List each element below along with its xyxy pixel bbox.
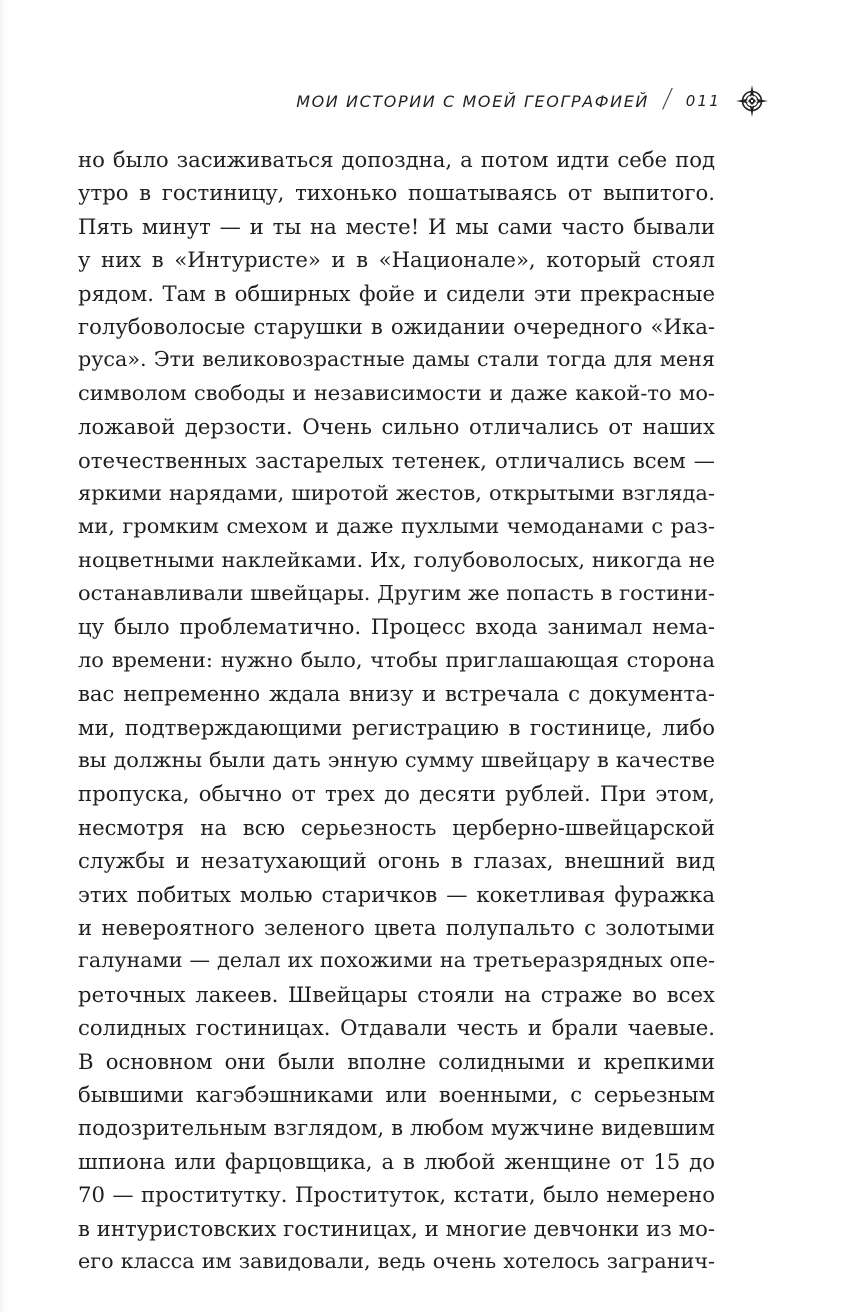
text-line: вы должны были дать энную сумму швейцару в качестве [78,748,715,773]
running-title: МОИ ИСТОРИИ С МОЕЙ ГЕОГРАФИЕЙ [296,91,649,111]
text-line: ми, громким смехом и даже пухлыми чемоданами с раз- [78,514,715,539]
text-line: шпиона или фарцовщика, а в любой женщине от 15 до [78,1148,715,1174]
text-line: ноцветными наклейками. Их, голубоволосых, никогда не [78,547,715,572]
text-line: руса». Эти великовозрастные дамы стали тогда для меня [78,347,715,372]
text-line: в интуристовских гостиницах, и многие девчонки из мо- [78,1215,715,1241]
text-line: ми, подтверждающими регистрацию в гостинице, либо [78,714,715,740]
text-line: рядом. Там в обширных фойе и сидели эти прекрасные [78,280,715,306]
text-line: и невероятного зеленого цвета полупальто с золотыми [78,914,715,940]
text-line: цу было проблематично. Процесс входа занимал нема- [78,614,715,640]
page-edge-shadow [0,0,6,1312]
running-head-separator: / [660,84,674,114]
text-line: службы и незатухающий огонь в глазах, внешний вид [78,848,715,874]
text-line: пропуска, обычно от трех до десяти рублей. При этом, [78,781,715,807]
text-line: голубоволосые старушки в ожидании очередного «Ика- [78,313,715,339]
text-line: бывшими кагэбэшниками или военными, с серьезным [78,1081,715,1107]
text-line: у них в «Интуристе» и в «Национале», который стоял [78,247,715,273]
text-line: Пять минут — и ты на месте! И мы сами часто бывали [78,213,715,239]
text-line: его класса им завидовали, ведь очень хотелось загранич- [78,1248,715,1273]
text-line: яркими нарядами, широтой жестов, открытыми взгляда- [78,480,715,505]
running-head [296,84,769,118]
text-line: галунами — делал их похожими на третьеразрядных опе- [78,948,715,973]
text-line: несмотря на всю серьезность церберно-швейцарской [78,814,715,840]
text-line: но было засиживаться допоздна, а потом идти себе под [78,147,715,172]
text-line: ложавой дерзости. Очень сильно отличались от наших [78,414,715,440]
text-line: подозрительным взглядом, в любом мужчине видевшим [78,1115,715,1141]
text-line: солидных гостиницах. Отдавали честь и брали чаевые. [78,1015,715,1041]
text-line: отечественных застарелых тетенек, отличались всем — [78,447,715,473]
text-line: утро в гостиницу, тихонько пошатываясь от выпитого. [78,180,715,206]
text-line: реточных лакеев. Швейцары стояли на страже во всех [78,981,715,1007]
text-line: вас непременно ждала внизу и встречала с документа- [78,681,715,707]
text-line: В основном они были вполне солидными и крепкими [78,1048,715,1074]
text-line: символом свободы и независимости и даже какой-то мо- [78,380,715,405]
body-text [78,143,715,1278]
page-number: 011 [685,92,721,110]
text-line: этих побитых молью старичков — кокетливая фуражка [78,881,715,907]
text-line: ло времени: нужно было, чтобы приглашающая сторона [78,647,715,672]
text-line: останавливали швейцары. Другим же попасть в гостини- [78,581,715,606]
text-line: 70 — проститутку. Проституток, кстати, было немерено [78,1182,715,1208]
compass-rose-icon [735,84,769,118]
